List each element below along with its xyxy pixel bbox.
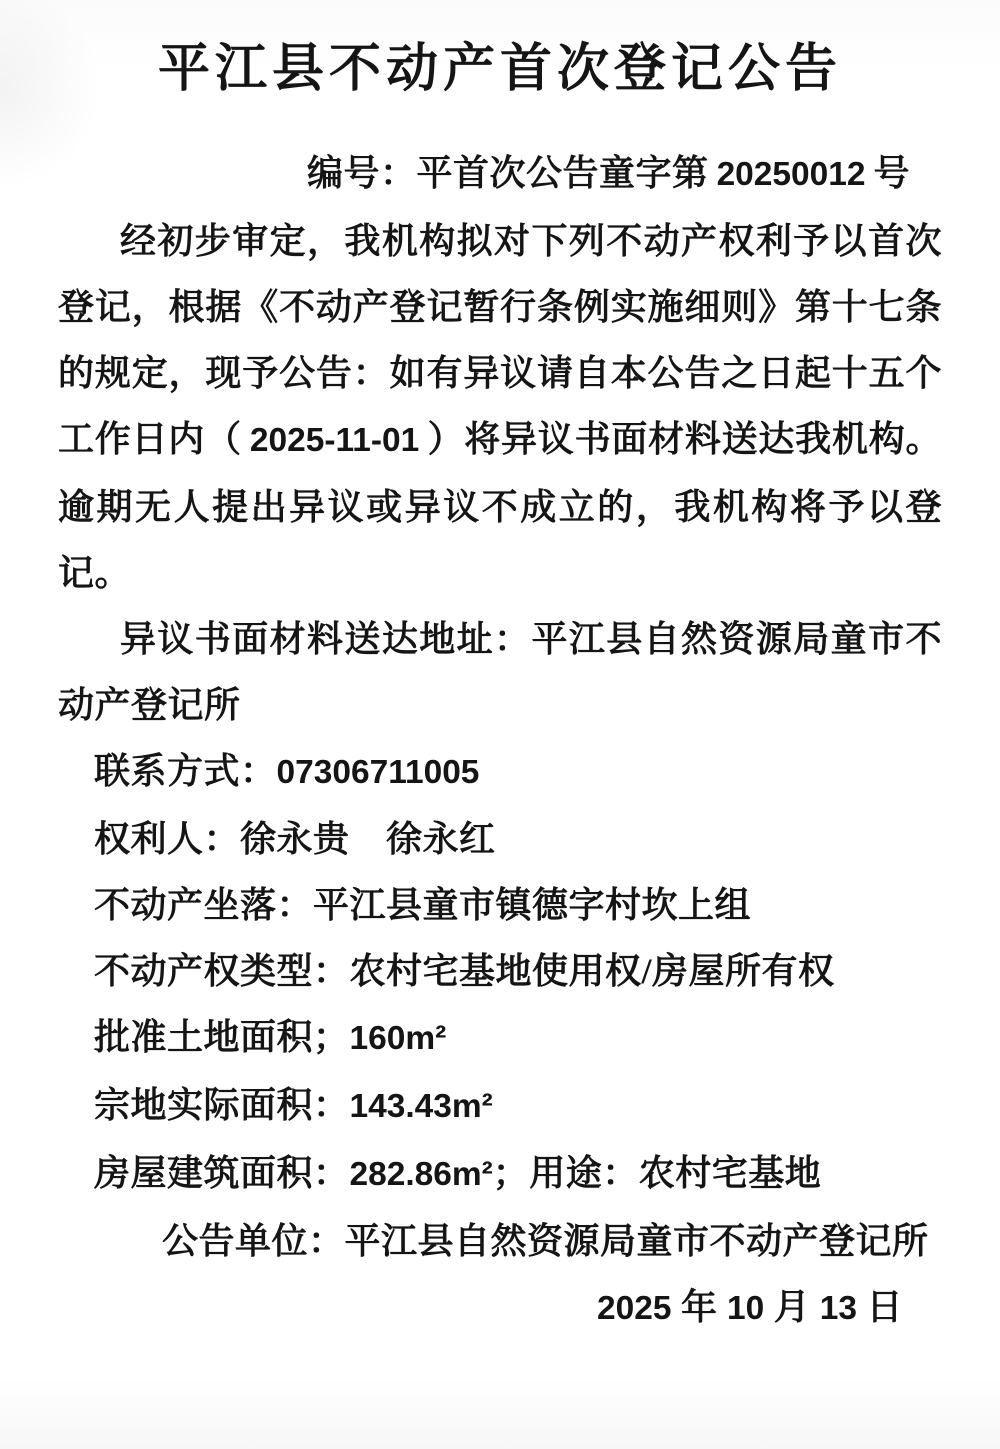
- objection-address-line-1: 异议书面材料送达地址：平江县自然资源局童市不: [120, 619, 942, 659]
- deadline-pre-text: 工作日内（: [58, 419, 242, 459]
- date-day-label: 日: [856, 1287, 903, 1327]
- contact-label: 联系方式：: [94, 751, 277, 791]
- issuer-line: 公告单位：平江县自然资源局童市不动产登记所: [162, 1221, 929, 1261]
- parcel-actual-area-line: [58, 1072, 942, 1140]
- body-line-4: [58, 406, 942, 474]
- body-line-5: 逾期无人提出异议或异议不成立的，我机构将予以登: [58, 487, 942, 527]
- deadline-date: 2025-11-01: [249, 422, 420, 459]
- right-holder-line: 权利人：徐永贵 徐永红: [94, 819, 496, 859]
- approved-land-area-line: [58, 1004, 942, 1072]
- date-year-value: 2025: [597, 1290, 672, 1327]
- doc-number-line: [58, 140, 942, 208]
- page-title: 平江县不动产首次登记公告: [157, 41, 842, 98]
- parcel-actual-area-value: 143.43m²: [349, 1088, 493, 1125]
- approved-land-area-value: 160m²: [349, 1020, 447, 1057]
- approved-land-area-label: 批准土地面积；: [94, 1017, 350, 1057]
- objection-address-line-2: 动产登记所: [58, 685, 241, 725]
- date-month-value: 10: [727, 1290, 765, 1327]
- body-line-6: 记。: [58, 553, 132, 593]
- doc-number-value: 20250012: [716, 156, 866, 193]
- body-line-1: 经初步审定，我机构拟对下列不动产权利予以首次: [120, 221, 942, 261]
- deadline-post-text: ）将异议书面材料送达我机构。: [427, 419, 942, 459]
- building-usage-text: ；用途：农村宅基地: [492, 1153, 822, 1193]
- body-line-3: 的规定，现予公告：如有异议请自本公告之日起十五个: [58, 353, 942, 393]
- date-line: [58, 1274, 942, 1342]
- parcel-actual-area-label: 宗地实际面积：: [94, 1085, 350, 1125]
- building-area-value: 282.86m²: [349, 1156, 493, 1193]
- date-day-value: 13: [819, 1290, 857, 1327]
- right-type-line: 不动产权类型：农村宅基地使用权/房屋所有权: [94, 951, 835, 991]
- doc-number-label: 编号：平首次公告童字第: [307, 153, 709, 193]
- date-year-label: 年: [671, 1287, 727, 1327]
- contact-line: [58, 738, 942, 806]
- building-area-line: [58, 1140, 942, 1208]
- property-location-line: 不动产坐落：平江县童市镇德字村坎上组: [94, 885, 752, 925]
- building-area-label: 房屋建筑面积：: [94, 1153, 350, 1193]
- contact-phone-value: 07306711005: [276, 754, 480, 791]
- body-line-2: 登记，根据《不动产登记暂行条例实施细则》第十七条: [58, 287, 942, 327]
- date-month-label: 月: [764, 1287, 820, 1327]
- doc-number-suffix: 号: [873, 153, 910, 193]
